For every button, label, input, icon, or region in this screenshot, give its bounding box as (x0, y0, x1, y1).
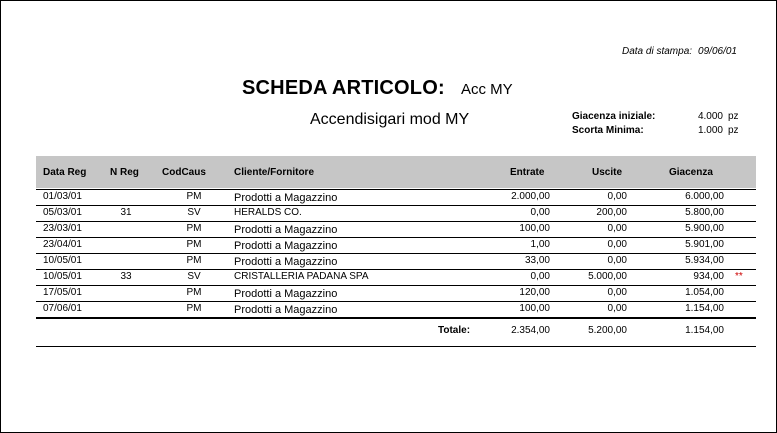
total-label: Totale: (438, 325, 471, 336)
table-row (36, 285, 756, 301)
cell-out: 200,00 (596, 207, 627, 218)
cell-party: CRISTALLERIA PADANA SPA (234, 271, 369, 282)
cell-in: 100,00 (519, 303, 550, 314)
col-header-nreg: N Reg (110, 167, 139, 178)
col-header-stock: Giacenza (669, 167, 713, 178)
cell-in: 2.000,00 (511, 191, 550, 202)
article-code: Acc MY (461, 81, 513, 98)
min-stock-value: 1.000 (697, 125, 723, 136)
cell-date: 01/03/01 (43, 191, 82, 202)
cell-out: 5.000,00 (588, 271, 627, 282)
initial-stock-value: 4.000 (697, 111, 723, 122)
col-header-out: Uscite (592, 167, 623, 178)
print-date-value: 09/06/01 (698, 46, 737, 57)
cell-caus: PM (186, 255, 202, 266)
cell-in: 0,00 (530, 207, 550, 218)
cell-out: 0,00 (607, 303, 627, 314)
table-row (36, 221, 756, 237)
cell-caus: PM (186, 239, 202, 250)
col-header-party: Cliente/Fornitore (234, 167, 315, 178)
cell-stock: 5.800,00 (685, 207, 724, 218)
table-header (36, 156, 756, 188)
cell-party: Prodotti a Magazzino (234, 240, 338, 252)
cell-stock: 934,00 (693, 271, 724, 282)
cell-date: 23/04/01 (43, 239, 82, 250)
cell-party: Prodotti a Magazzino (234, 224, 338, 236)
cell-in: 100,00 (519, 223, 550, 234)
table-row (36, 189, 756, 205)
col-header-codcaus: CodCaus (162, 167, 206, 178)
cell-in: 120,00 (519, 287, 550, 298)
min-stock-label: Scorta Minima: (572, 125, 644, 136)
table-row (36, 253, 756, 269)
cell-stock: 6.000,00 (685, 191, 724, 202)
bottom-divider (36, 346, 756, 347)
cell-nreg: 33 (120, 271, 132, 282)
cell-party: Prodotti a Magazzino (234, 192, 338, 204)
cell-date: 10/05/01 (43, 255, 82, 266)
table-row (36, 269, 756, 285)
cell-in: 0,00 (530, 271, 550, 282)
col-header-date: Data Reg (43, 167, 87, 178)
col-header-in: Entrate (510, 167, 545, 178)
cell-stock: 1.154,00 (685, 303, 724, 314)
print-date-label: Data di stampa: (622, 46, 693, 57)
total-stock: 1.154,00 (685, 325, 724, 336)
cell-party: HERALDS CO. (234, 207, 302, 218)
cell-out: 0,00 (607, 255, 627, 266)
cell-out: 0,00 (607, 239, 627, 250)
cell-nreg: 31 (120, 207, 132, 218)
cell-stock: 5.901,00 (685, 239, 724, 250)
report-title: SCHEDA ARTICOLO: (242, 77, 445, 99)
cell-caus: PM (186, 223, 202, 234)
cell-date: 07/06/01 (43, 303, 82, 314)
table-row (36, 301, 756, 317)
total-in: 2.354,00 (511, 325, 550, 336)
total-out: 5.200,00 (588, 325, 627, 336)
cell-caus: PM (186, 191, 202, 202)
cell-party: Prodotti a Magazzino (234, 256, 338, 268)
cell-date: 17/05/01 (43, 287, 82, 298)
cell-caus: PM (186, 287, 202, 298)
table-row (36, 205, 756, 221)
cell-party: Prodotti a Magazzino (234, 288, 338, 300)
cell-caus: PM (186, 303, 202, 314)
cell-in: 1,00 (530, 239, 550, 250)
cell-stock: 5.900,00 (685, 223, 724, 234)
cell-date: 05/03/01 (43, 207, 82, 218)
cell-caus: SV (187, 207, 201, 218)
cell-out: 0,00 (607, 223, 627, 234)
article-name: Accendisigari mod MY (310, 111, 470, 128)
cell-out: 0,00 (607, 287, 627, 298)
cell-caus: SV (187, 271, 201, 282)
cell-stock: 1.054,00 (685, 287, 724, 298)
cell-date: 23/03/01 (43, 223, 82, 234)
cell-party: Prodotti a Magazzino (234, 304, 338, 316)
cell-flag: ** (735, 271, 743, 282)
initial-stock-label: Giacenza iniziale: (572, 111, 656, 122)
table-row (36, 237, 756, 253)
print-date (622, 46, 737, 57)
cell-stock: 5.934,00 (685, 255, 724, 266)
min-stock-unit: pz (728, 125, 739, 136)
initial-stock-unit: pz (728, 111, 739, 122)
cell-in: 33,00 (524, 255, 550, 266)
cell-out: 0,00 (607, 191, 627, 202)
total-divider (36, 317, 756, 319)
cell-date: 10/05/01 (43, 271, 82, 282)
